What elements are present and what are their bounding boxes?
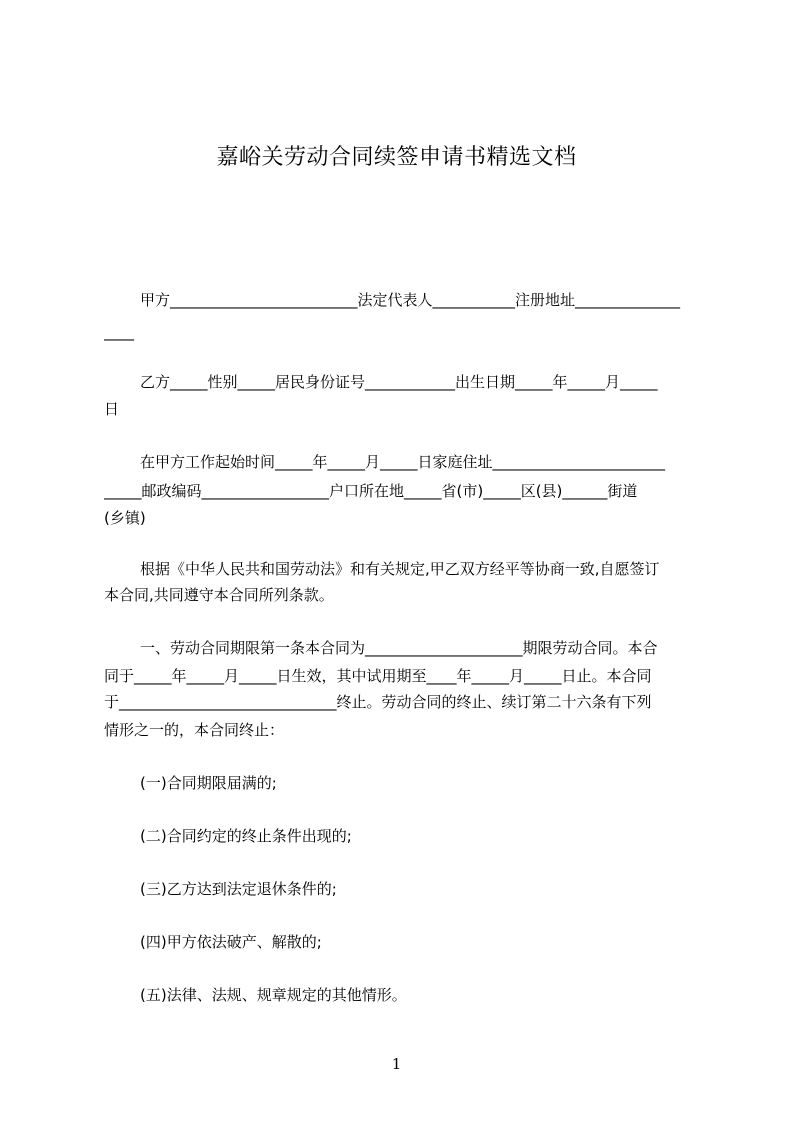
document-title: 嘉峪关劳动合同续签申请书精选文档 [216,145,577,170]
address-line-cont: (乡镇) [104,509,146,527]
clause-one-line: 一、劳动合同期限第一条本合同为_____________________期限劳动合同。本合 [140,639,658,657]
party-b-line: 乙方_____性别_____居民身份证号____________出生日期_____年_____月_____ [140,373,658,391]
preamble-line: 根据《中华人民共和国劳动法》和有关规定,甲乙双方经平等协商一致,自愿签订 [140,560,660,578]
clause-one-line-3: 于_____________________________终止。劳动合同的终止、续订第二十六条有下列 [104,693,652,711]
party-a-line-cont: ____ [104,323,134,341]
termination-item-2: (二)合同约定的终止条件出现的; [140,827,352,845]
preamble-line-cont: 本合同,共同遵守本合同所列条款。 [104,586,334,604]
termination-item-4: (四)甲方依法破产、解散的; [140,933,322,951]
termination-item-1: (一)合同期限届满的; [140,774,277,792]
termination-item-3: (三)乙方达到法定退休条件的; [140,880,337,898]
party-a-line: 甲方_________________________法定代表人___________注册地址______________ [140,291,681,309]
clause-one-line-2: 同于_____年_____月_____日生效，其中试用期至____年_____月_____日止。本合同 [104,667,652,685]
address-line: _____邮政编码_________________户口所在地_____省(市)_____区(县)______街道 [104,482,638,500]
employment-start-line: 在甲方工作起始时间_____年_____月_____日家庭住址_______________________ [140,453,666,471]
party-b-line-cont: 日 [104,400,120,418]
page-number: 1 [391,1055,402,1073]
termination-item-5: (五)法律、法规、规章规定的其他情形。 [140,986,407,1004]
clause-one-line-4: 情形之一的，本合同终止： [104,721,285,739]
